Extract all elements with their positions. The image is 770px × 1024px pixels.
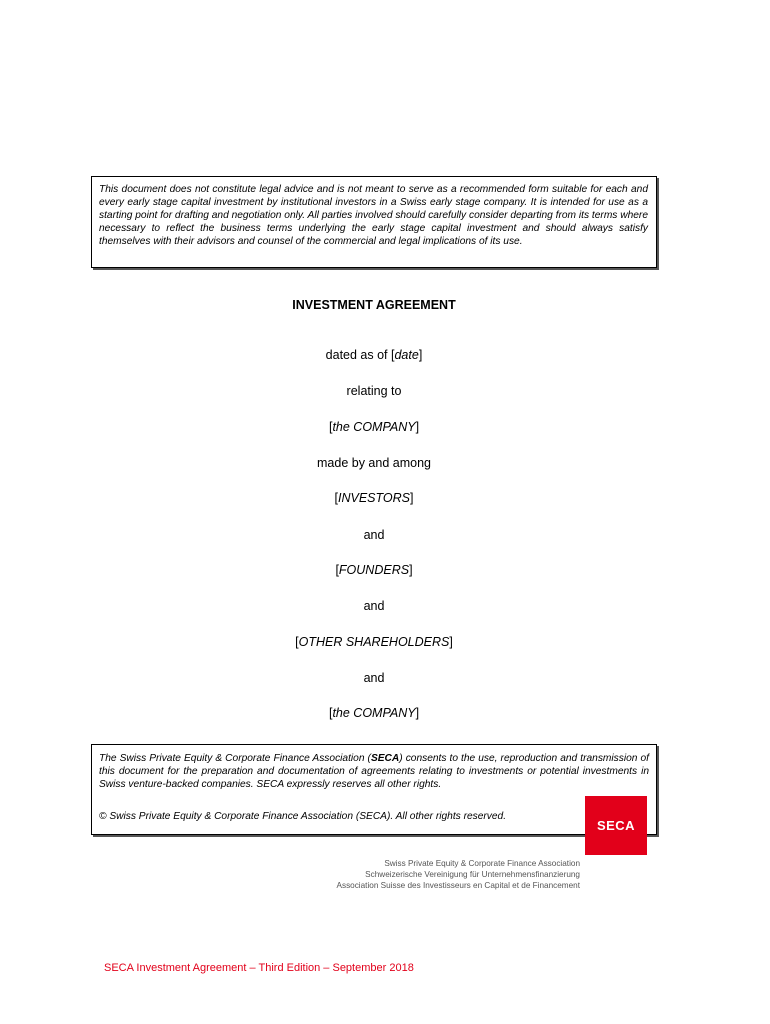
company-line: [the COMPANY] xyxy=(328,420,420,434)
seca-logo: SECA xyxy=(585,796,647,855)
investors-line: [INVESTORS] xyxy=(334,491,414,505)
other-shareholders-line: [OTHER SHAREHOLDERS] xyxy=(295,635,453,649)
association-names xyxy=(337,858,580,891)
disclaimer-box xyxy=(91,176,657,268)
seca-notice-text: The Swiss Private Equity & Corporate Finance Association (SECA) consents to the use, reproduction and transmission of this document for the preparation and documentation of agreements relating to investments or potential investments in Swiss venture-backed companies. SECA expressly reserves all other rights. xyxy=(99,753,649,790)
association-name-de: Schweizerische Vereinigung für Unternehmensfinanzierung xyxy=(365,870,580,879)
and-line-1: and xyxy=(363,528,385,542)
disclaimer-text: This document does not constitute legal advice and is not meant to serve as a recommended form suitable for each and every early stage capital investment by institutional investors in a Swiss early stage company. It is intended for use as a starting point for drafting and negotiation only. All parties involved should carefully consider departing from its terms where necessary to reflect the business terms underlying the early stage capital investment and should always satisfy themselves with their advisors and counsel of the commercial and legal implications of its use. xyxy=(99,184,648,247)
seca-notice-box xyxy=(91,744,657,835)
and-line-3: and xyxy=(363,671,385,685)
made-by-line: made by and among xyxy=(317,456,431,470)
founders-line: [FOUNDERS] xyxy=(335,563,413,577)
association-name-en: Swiss Private Equity & Corporate Finance Association xyxy=(384,859,580,868)
copyright-notice: © Swiss Private Equity & Corporate Finance Association (SECA). All other rights reserved. xyxy=(99,811,507,822)
page-footer: SECA Investment Agreement – Third Edition – September 2018 xyxy=(104,962,414,974)
relating-to-line: relating to xyxy=(346,384,402,398)
seca-abbrev: SECA xyxy=(370,753,400,764)
date-placeholder: date xyxy=(394,348,419,362)
company-line-2: [the COMPANY] xyxy=(328,706,420,720)
founders-placeholder: FOUNDERS xyxy=(338,563,410,577)
association-name-fr: Association Suisse des Investisseurs en Capital et de Financement xyxy=(336,881,580,890)
and-line-2: and xyxy=(363,599,385,613)
document-title: INVESTMENT AGREEMENT xyxy=(292,298,456,312)
investors-placeholder: INVESTORS xyxy=(337,491,410,505)
company-placeholder: the COMPANY xyxy=(332,420,416,434)
other-shareholders-placeholder: OTHER SHAREHOLDERS xyxy=(298,635,450,649)
dated-line: dated as of [date] xyxy=(325,348,423,362)
company-placeholder-2: the COMPANY xyxy=(332,706,416,720)
